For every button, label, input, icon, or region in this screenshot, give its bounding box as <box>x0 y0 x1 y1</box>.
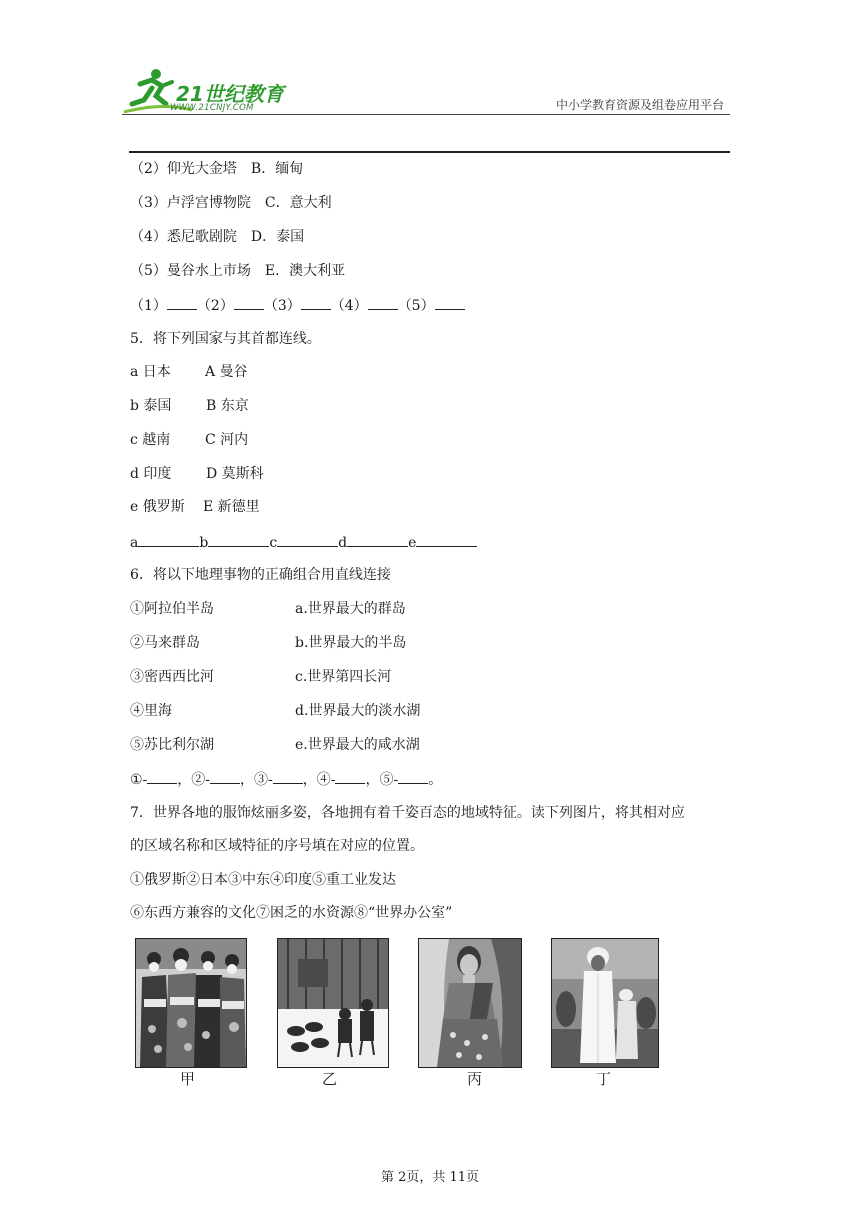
q4-item-4: （4）悉尼歌剧院 D．泰国 <box>130 229 305 245</box>
q4-answer-label-4: （4） <box>330 298 368 314</box>
q6-answer-line <box>130 769 442 790</box>
q6-answer-label: ，④- <box>302 772 336 788</box>
q5-title: 5．将下列国家与其首都连线。 <box>130 331 321 347</box>
photo-sari-woman <box>418 938 522 1068</box>
q5-capital: C 河内 <box>205 432 249 448</box>
q5-blank-e[interactable] <box>416 532 477 547</box>
q6-description: d.世界最大的淡水湖 <box>295 703 421 719</box>
q6-pair-1 <box>130 599 406 619</box>
logo-title: 21世纪教育 <box>176 82 284 106</box>
q6-answer-label: ，②- <box>177 772 211 788</box>
q6-blank-4[interactable] <box>335 769 365 784</box>
q5-pair-2 <box>130 396 249 416</box>
q6-feature: ⑤苏比利尔湖 <box>130 737 214 753</box>
q6-answer-end: 。 <box>428 772 443 788</box>
q6-feature: ③密西西比河 <box>130 669 214 685</box>
q5-answer-label: c <box>269 535 278 551</box>
q5-pair-4 <box>130 464 264 484</box>
q6-blank-3[interactable] <box>273 769 303 784</box>
q6-answer-label: ，③- <box>240 772 273 788</box>
q5-country: d 印度 <box>130 466 172 482</box>
q5-blank-c[interactable] <box>277 532 338 547</box>
q4-blank-2[interactable] <box>234 295 264 310</box>
photo-caption-yi: 乙 <box>322 1070 338 1088</box>
header-platform-text: 中小学教育资源及组卷应用平台 <box>555 98 724 112</box>
q6-blank-5[interactable] <box>398 769 428 784</box>
q4-blank-3[interactable] <box>301 295 331 310</box>
q6-description: e.世界最大的咸水湖 <box>295 737 420 753</box>
q5-capital: A 曼谷 <box>205 364 248 380</box>
q6-description: b.世界最大的半岛 <box>295 635 407 651</box>
q4-item-2: （2）仰光大金塔 B．缅甸 <box>130 161 304 177</box>
q5-country: a 日本 <box>130 364 171 380</box>
page-header <box>0 0 860 120</box>
q5-country: e 俄罗斯 <box>130 499 185 515</box>
q7-options-line-2: ⑥东西方兼容的文化⑦困乏的水资源⑧“世界办公室” <box>130 905 453 921</box>
q6-feature: ②马来群岛 <box>130 635 200 651</box>
q4-blank-1[interactable] <box>167 295 197 310</box>
q5-blank-d[interactable] <box>347 532 408 547</box>
q6-pair-4 <box>130 701 421 721</box>
q5-answer-label: b <box>199 535 209 551</box>
q5-capital: E 新德里 <box>203 499 260 515</box>
q5-country: c 越南 <box>130 432 171 448</box>
kimono-illustration <box>136 939 246 1067</box>
photo-caption-jia: 甲 <box>180 1070 196 1088</box>
dog-sled-illustration <box>278 939 388 1067</box>
q5-pair-3 <box>130 430 249 450</box>
q5-answer-label: d <box>338 535 348 551</box>
q5-answer-label: e <box>408 535 417 551</box>
q5-blank-b[interactable] <box>208 532 269 547</box>
q6-feature: ④里海 <box>130 703 172 719</box>
logo-url: WWW.21CNJY.COM <box>170 103 254 113</box>
q6-pair-3 <box>130 667 392 687</box>
q4-answer-line <box>130 295 465 316</box>
q4-answer-label-2: （2） <box>196 298 234 314</box>
q5-capital: B 东京 <box>206 398 249 414</box>
q5-answer-line <box>130 532 477 553</box>
q6-blank-1[interactable] <box>147 769 177 784</box>
q6-pair-2 <box>130 633 407 653</box>
q6-description: a.世界最大的群岛 <box>295 601 406 617</box>
q4-blank-4[interactable] <box>368 295 398 310</box>
photo-middle-east-men <box>551 938 659 1068</box>
q4-answer-label-5: （5） <box>397 298 435 314</box>
middle-east-illustration <box>552 939 658 1067</box>
q5-answer-label: a <box>130 535 139 551</box>
photo-dog-sled <box>277 938 389 1068</box>
sari-illustration <box>419 939 521 1067</box>
q6-answer-label: ，⑤- <box>365 772 399 788</box>
q6-feature: ①阿拉伯半岛 <box>130 601 214 617</box>
q6-title: 6．将以下地理事物的正确组合用直线连接 <box>130 567 391 583</box>
photo-caption-ding: 丁 <box>596 1070 612 1088</box>
page-number: 第 2页，共 11页 <box>380 1170 480 1185</box>
photo-caption-bing: 丙 <box>467 1070 483 1088</box>
q5-capital: D 莫斯科 <box>206 466 264 482</box>
q5-pair-1 <box>130 362 248 382</box>
q4-item-3: （3）卢浮宫博物院 C．意大利 <box>130 195 332 211</box>
q7-text-line-2: 的区域名称和区域特征的序号填在对应的位置。 <box>130 838 424 854</box>
q6-pair-5 <box>130 735 420 755</box>
q6-description: c.世界第四长河 <box>295 669 392 685</box>
q5-blank-a[interactable] <box>138 532 199 547</box>
q6-blank-2[interactable] <box>210 769 240 784</box>
q4-blank-5[interactable] <box>435 295 465 310</box>
header-divider <box>122 114 730 115</box>
photo-kimono-women <box>135 938 247 1068</box>
q6-answer-label: ①- <box>130 772 148 788</box>
q4-answer-label-3: （3） <box>263 298 301 314</box>
q5-pair-5 <box>130 497 260 517</box>
q7-text-line-1: 7．世界各地的服饰炫丽多姿，各地拥有着千姿百态的地域特征。读下列图片，将其相对应 <box>130 805 685 821</box>
q4-answer-label-1: （1） <box>130 298 167 314</box>
content-top-divider <box>129 151 730 153</box>
q7-options-line-1: ①俄罗斯②日本③中东④印度⑤重工业发达 <box>130 872 396 888</box>
q5-country: b 泰国 <box>130 398 172 414</box>
q4-item-5: （5）曼谷水上市场 E．澳大利亚 <box>130 263 346 279</box>
